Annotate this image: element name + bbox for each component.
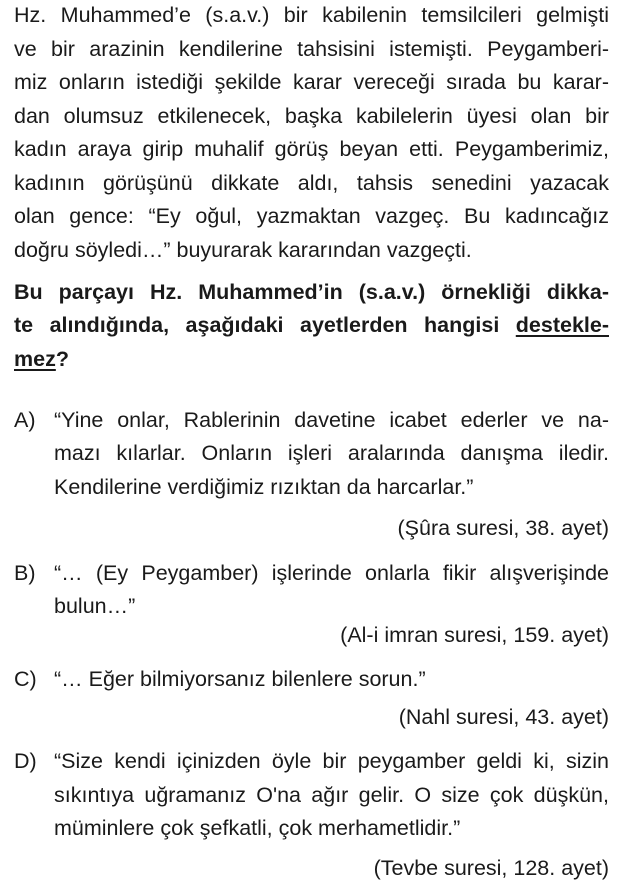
option-letter: C): [14, 667, 37, 691]
emphasis-underlined: destekle-: [515, 313, 609, 337]
option-text-line: mazı kılarlar. Onların işleri aralarında danışma iledir.: [54, 441, 609, 465]
question-line: [14, 344, 69, 374]
option-text-line: bulun…”: [54, 594, 136, 618]
option-letter: D): [14, 749, 37, 773]
option-text-line: sıkıntıya uğramanız O'na ağır gelir. O size çok düşkün,: [54, 783, 609, 807]
verse-source: (Nahl suresi, 43. ayet): [398, 705, 609, 729]
verse-source: (Tevbe suresi, 128. ayet): [373, 856, 609, 880]
passage-line: kadın araya girip muhalif görüş beyan etti. Peygamberimiz,: [14, 137, 609, 161]
emphasis-underlined: mez: [14, 347, 56, 371]
passage-line: olan gence: “Ey oğul, yazmaktan vazgeç. Bu kadıncağız: [14, 204, 609, 228]
option-text-line: “Size kendi içinizden öyle bir peygamber geldi ki, sizin: [54, 749, 609, 773]
option-text-line: Kendilerine verdiğimiz rızıktan da harcarlar.”: [54, 475, 474, 499]
option-text-line: “Yine onlar, Rablerinin davetine icabet ederler ve na-: [54, 408, 609, 432]
question-text: te alındığında, aşağıdaki ayetlerden hangisi: [14, 313, 516, 337]
passage-line: ve bir arazinin kendilerine tahsisini istemişti. Peygamberi-: [14, 37, 609, 61]
verse-source: (Şûra suresi, 38. ayet): [397, 516, 609, 540]
question-line: Bu parçayı Hz. Muhammed’in (s.a.v.) örnekliği dikka-: [14, 280, 609, 304]
option-letter: A): [14, 408, 36, 432]
option-text-line: “… (Ey Peygamber) işlerinde onlarla fikir alışverişinde: [54, 561, 609, 585]
question-line: [14, 310, 609, 340]
passage-line: doğru söyledi…” buyurarak kararından vazgeçti.: [14, 238, 472, 262]
passage-line: dan olumsuz etkilenecek, başka kabilelerin üyesi olan bir: [14, 104, 609, 128]
passage-line: kadının görüşünü dikkate aldı, tahsis senedini yazacak: [14, 171, 609, 195]
option-text-line: müminlere çok şefkatli, çok merhametlidir.”: [54, 816, 461, 840]
option-text-line: “… Eğer bilmiyorsanız bilenlere sorun.”: [54, 667, 426, 691]
question-mark: ?: [55, 347, 69, 371]
passage-line: Hz. Muhammed’e (s.a.v.) bir kabilenin temsilcileri gelmişti: [14, 3, 609, 27]
verse-source: (Al-i imran suresi, 159. ayet): [340, 623, 609, 647]
option-letter: B): [14, 561, 36, 585]
passage-line: miz onların istediği şekilde karar vereceği sırada bu karar-: [14, 70, 609, 94]
